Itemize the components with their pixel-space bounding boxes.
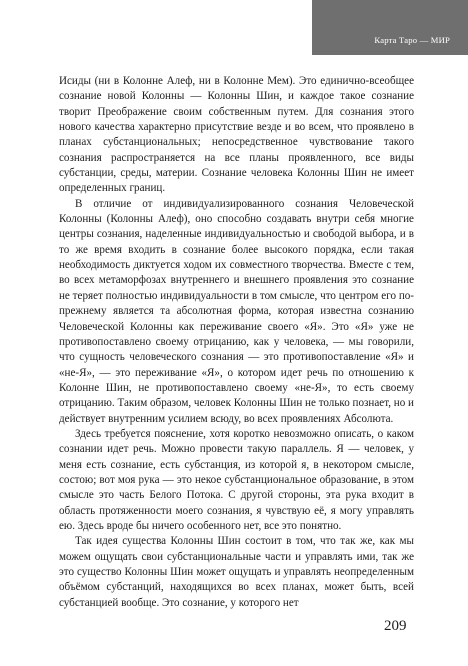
paragraph: Здесь требуется пояснение, хотя коротко невозможно описать, о каком сознании идет речь. Можно провести такую параллель. Я — человек, у меня есть сознание, есть субстанция, из которой я, в некотором смысле, состою; вот моя рука — это некое субстанциональное образование, в этом смысле это часть Белого Потока. С другой стороны, эта рука входит в область протяженности моего сознания, я чувствую её, я могу управлять ею. Здесь вроде бы ничего особенного нет, все это понятно. (59, 427, 414, 532)
paragraph: В отличие от индивидуализированного сознания Человеческой Колонны (Колонны Алеф), оно способно создавать внутри себя многие центры сознания, наделенные индивидуальностью и свободой выбора, и в то же время входить в сознание более высокого порядка, если такая необходимость диктуется ходом их совместного творчества. Вместе с тем, во всех метаморфозах внутреннего и внешнего проявления это сознание не теряет полностью индивидуальности в том смысле, что центром его по-прежнему является та абсолютная форма, которая известна сознанию Человеческой Колонны как переживание своего «Я». Это «Я» уже не противопоставлено своему отрицанию, как у человека, — мы говорили, что сущность человеческого сознания — это противопоставление «Я» и «не-Я», — это переживание «Я», о котором идет речь по отношению к Колонне Шин, не противопоставлено своему «не-Я», то есть своему отрицанию. Таким образом, человек Колонны Шин не только познает, но и действует внутренним усилием всюду, во всех проявлениях Абсолюта. (59, 197, 414, 425)
paragraph: Так идея существа Колонны Шин состоит в том, что так же, как мы можем ощущать свои субстанциональные части и управлять ими, так же это существо Колонны Шин может ощущать и управлять неопределенным объёмом субстанций, находящихся во всех планах, может быть, всей субстанцией вообще. Это сознание, у которого нет (59, 535, 414, 609)
running-title: Карта Таро — МИР (374, 35, 450, 45)
body-text (59, 74, 414, 611)
page-number: 209 (384, 618, 407, 634)
running-header (312, 0, 468, 55)
paragraph: Исиды (ни в Колонне Алеф, ни в Колонне Мем). Это единично-всеобщее сознание новой Колонны — Колонны Шин, и каждое такое сознание творит Преображение своим собственным путем. Для сознания этого нового качества характерно присутствие везде и во всем, что проявлено в планах субстанциональных; непосредственное чувствование такого сознания распространяется на все планы проявленного, все виды субстанции, среды, материи. Сознание человека Колонны Шин не имеет определенных границ. (59, 75, 414, 195)
